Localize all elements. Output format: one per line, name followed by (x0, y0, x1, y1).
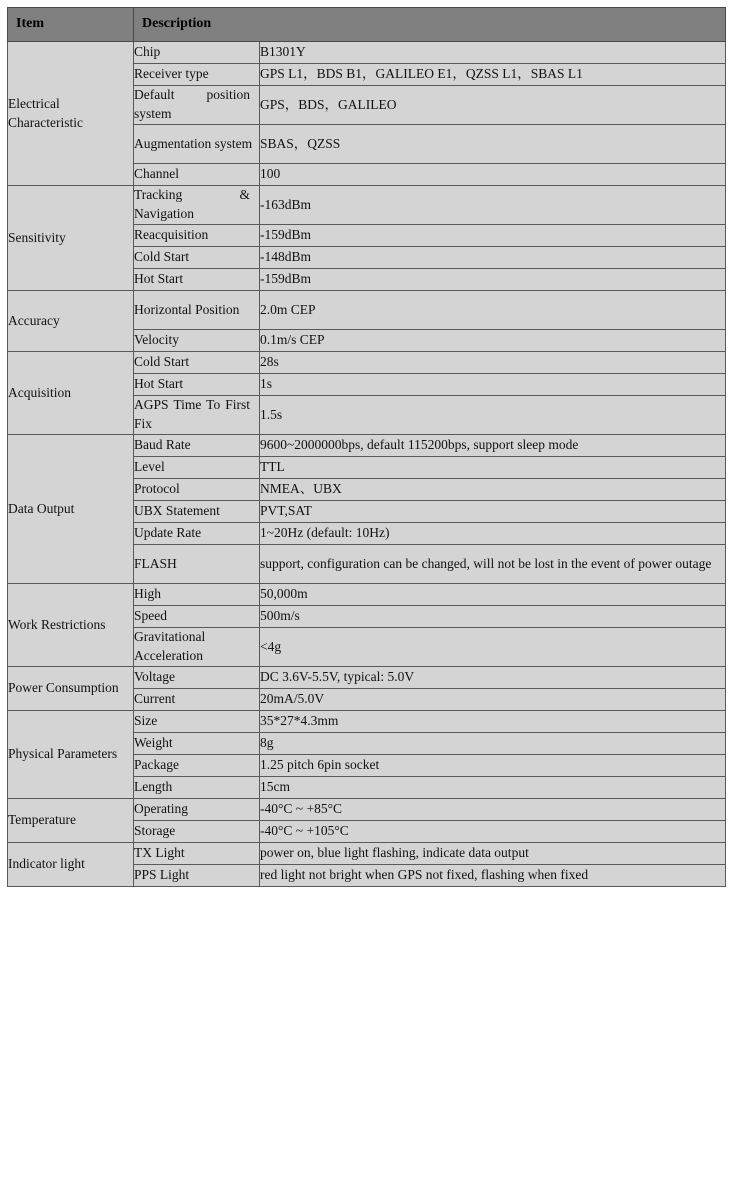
parameter-label-cell: Speed (134, 606, 260, 628)
group-label-cell: Work Restrictions (8, 584, 134, 667)
parameter-label-cell: Reacquisition (134, 225, 260, 247)
parameter-label-cell: Augmentation system (134, 125, 260, 164)
parameter-label-cell: Package (134, 755, 260, 777)
group-label-cell: Physical Parameters (8, 711, 134, 799)
parameter-label-cell: Hot Start (134, 269, 260, 291)
parameter-value-cell: SBAS，QZSS (260, 125, 726, 164)
parameter-value-cell: 20mA/5.0V (260, 689, 726, 711)
column-header-item: Item (8, 8, 134, 42)
parameter-label-cell: Tracking & Navigation (134, 186, 260, 225)
parameter-value-cell: 1~20Hz (default: 10Hz) (260, 523, 726, 545)
table-header-row (8, 8, 726, 42)
parameter-value-cell: 15cm (260, 777, 726, 799)
parameter-label-cell: PPS Light (134, 865, 260, 887)
parameter-value-cell: 500m/s (260, 606, 726, 628)
parameter-value-cell: -159dBm (260, 269, 726, 291)
parameter-label-cell: Hot Start (134, 374, 260, 396)
parameter-label-cell: Level (134, 457, 260, 479)
parameter-label-cell: Receiver type (134, 64, 260, 86)
parameter-value-cell: -159dBm (260, 225, 726, 247)
group-label-cell: Accuracy (8, 291, 134, 352)
parameter-value-cell: red light not bright when GPS not fixed, flashing when fixed (260, 865, 726, 887)
parameter-label-cell: Cold Start (134, 247, 260, 269)
parameter-label-cell: Baud Rate (134, 435, 260, 457)
parameter-value-cell: NMEA、UBX (260, 479, 726, 501)
table-row (8, 186, 726, 225)
table-body (8, 42, 726, 887)
group-label-cell: Sensitivity (8, 186, 134, 291)
parameter-label-cell: Size (134, 711, 260, 733)
parameter-value-cell: B1301Y (260, 42, 726, 64)
parameter-value-cell: support, configuration can be changed, will not be lost in the event of power outage (260, 545, 726, 584)
parameter-label-cell: Voltage (134, 667, 260, 689)
parameter-value-cell: TTL (260, 457, 726, 479)
parameter-label-cell: High (134, 584, 260, 606)
table-row (8, 799, 726, 821)
parameter-value-cell: DC 3.6V-5.5V, typical: 5.0V (260, 667, 726, 689)
table-row (8, 352, 726, 374)
parameter-value-cell: GPS，BDS，GALILEO (260, 86, 726, 125)
table-row (8, 667, 726, 689)
parameter-value-cell: 50,000m (260, 584, 726, 606)
table-row (8, 711, 726, 733)
group-label-cell: Acquisition (8, 352, 134, 435)
parameter-value-cell: -163dBm (260, 186, 726, 225)
parameter-value-cell: <4g (260, 628, 726, 667)
parameter-label-cell: Chip (134, 42, 260, 64)
parameter-label-cell: Update Rate (134, 523, 260, 545)
parameter-label-cell: Channel (134, 164, 260, 186)
group-label-cell: Data Output (8, 435, 134, 584)
parameter-label-cell: Length (134, 777, 260, 799)
parameter-value-cell: 0.1m/s CEP (260, 330, 726, 352)
parameter-value-cell: GPS L1，BDS B1，GALILEO E1，QZSS L1，SBAS L1 (260, 64, 726, 86)
column-header-description: Description (134, 8, 726, 42)
parameter-label-cell: AGPS Time To First Fix (134, 396, 260, 435)
parameter-value-cell: -148dBm (260, 247, 726, 269)
parameter-label-cell: FLASH (134, 545, 260, 584)
parameter-value-cell: power on, blue light flashing, indicate data output (260, 843, 726, 865)
table-row (8, 42, 726, 64)
table-row (8, 843, 726, 865)
parameter-value-cell: 1.5s (260, 396, 726, 435)
group-label-cell: Power Consumption (8, 667, 134, 711)
parameter-label-cell: Velocity (134, 330, 260, 352)
group-label-cell: Electrical Characteristic (8, 42, 134, 186)
parameter-label-cell: UBX Statement (134, 501, 260, 523)
parameter-label-cell: Gravitational Acceleration (134, 628, 260, 667)
table-row (8, 584, 726, 606)
group-label-cell: Temperature (8, 799, 134, 843)
specification-table-container (7, 7, 725, 887)
parameter-label-cell: Storage (134, 821, 260, 843)
table-row (8, 435, 726, 457)
parameter-value-cell: 8g (260, 733, 726, 755)
parameter-label-cell: Default position system (134, 86, 260, 125)
parameter-value-cell: 1s (260, 374, 726, 396)
parameter-value-cell: 35*27*4.3mm (260, 711, 726, 733)
specification-table (7, 7, 726, 887)
parameter-label-cell: Horizontal Position (134, 291, 260, 330)
parameter-label-cell: Cold Start (134, 352, 260, 374)
parameter-value-cell: -40°C ~ +85°C (260, 799, 726, 821)
parameter-value-cell: -40°C ~ +105°C (260, 821, 726, 843)
parameter-value-cell: 9600~2000000bps, default 115200bps, support sleep mode (260, 435, 726, 457)
parameter-label-cell: Current (134, 689, 260, 711)
group-label-cell: Indicator light (8, 843, 134, 887)
parameter-label-cell: Operating (134, 799, 260, 821)
parameter-label-cell: TX Light (134, 843, 260, 865)
parameter-label-cell: Protocol (134, 479, 260, 501)
parameter-value-cell: 1.25 pitch 6pin socket (260, 755, 726, 777)
parameter-value-cell: 28s (260, 352, 726, 374)
parameter-value-cell: 100 (260, 164, 726, 186)
parameter-value-cell: 2.0m CEP (260, 291, 726, 330)
table-row (8, 291, 726, 330)
parameter-label-cell: Weight (134, 733, 260, 755)
table-header (8, 8, 726, 42)
parameter-value-cell: PVT,SAT (260, 501, 726, 523)
